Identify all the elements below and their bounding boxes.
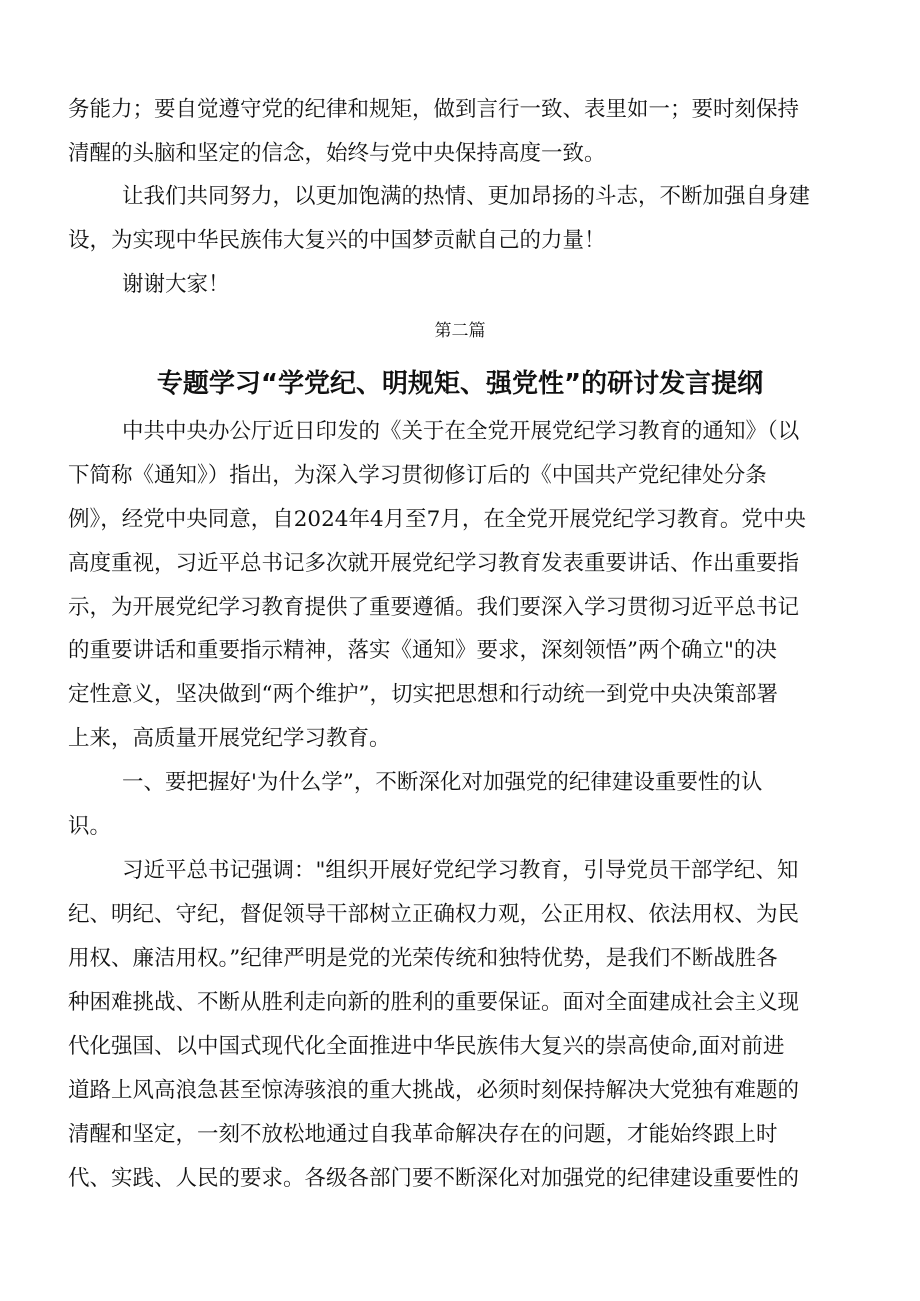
body-line-18: 代、实践、人民的要求。各级各部门要不断深化对加强党的纪律建设重要性的 xyxy=(68,1166,800,1191)
body-line-9: 一、要把握好'为什么学”，不断深化对加强党的纪律建设重要性的认 xyxy=(122,770,763,795)
body-line-1: 中共中央办公厅近日印发的《关于在全党开展党纪学习教育的通知》（以 xyxy=(122,419,800,444)
section-label: 第二篇 xyxy=(434,321,486,341)
body-line-16: 道路上风高浪急甚至惊涛骇浪的重大挑战，必须时刻保持解决大党独有难题的 xyxy=(68,1078,800,1103)
body-line-4: 高度重视，习近平总书记多次就开展党纪学习教育发表重要讲话、作出重要指 xyxy=(68,551,800,576)
body-line-13: 用权、廉洁用权。”纪律严明是党的光荣传统和独特优势，是我们不断战胜各 xyxy=(68,946,778,971)
body-line-12: 纪、明纪、守纪，督促领导干部树立正确权力观，公正用权、依法用权、为民 xyxy=(68,902,800,927)
body-line-5: 示，为开展党纪学习教育提供了重要遵循。我们要深入学习贯彻习近平总书记 xyxy=(68,595,800,620)
body-line-3: 例》，经党中央同意，自2024年4月至7月，在全党开展党纪学习教育。党中央 xyxy=(68,507,806,532)
body-line-8: 上来，高质量开展党纪学习教育。 xyxy=(68,726,391,751)
prev-line-4: 设，为实现中华民族伟大复兴的中国梦贡献自己的力量！ xyxy=(68,228,606,253)
body-line-10: 识。 xyxy=(68,814,112,839)
prev-line-5: 谢谢大家！ xyxy=(122,272,230,297)
body-line-17: 清醒和坚定，一刻不放松地通过自我革命解决存在的问题，才能始终跟上时 xyxy=(68,1122,778,1147)
prev-line-3: 让我们共同努力，以更加饱满的热情、更加昂扬的斗志，不断加强自身建 xyxy=(122,184,811,209)
prev-line-1: 务能力；要自觉遵守党的纪律和规矩，做到言行一致、表里如一；要时刻保持 xyxy=(68,97,800,122)
body-line-15: 代化强国、以中国式现代化全面推进中华民族伟大复兴的崇高使命,面对前进 xyxy=(68,1034,785,1059)
prev-line-2: 清醒的头脑和坚定的信念，始终与党中央保持高度一致。 xyxy=(68,141,606,166)
body-line-7: 定性意义，坚决做到“两个维护”，切实把思想和行动统一到党中央决策部署 xyxy=(68,682,778,707)
document-title: 专题学习“学党纪、明规矩、强党性”的研讨发言提纲 xyxy=(156,369,764,399)
body-line-14: 种困难挑战、不断从胜利走向新的胜利的重要保证。面对全面建成社会主义现 xyxy=(68,990,800,1015)
body-line-11: 习近平总书记强调："组织开展好党纪学习教育，引导党员干部学纪、知 xyxy=(122,858,799,883)
body-line-2: 下简称《通知》）指出，为深入学习贯彻修订后的《中国共产党纪律处分条 xyxy=(68,463,767,488)
body-line-6: 的重要讲话和重要指示精神，落实《通知》要求，深刻领悟”两个确立"的决 xyxy=(68,638,777,663)
